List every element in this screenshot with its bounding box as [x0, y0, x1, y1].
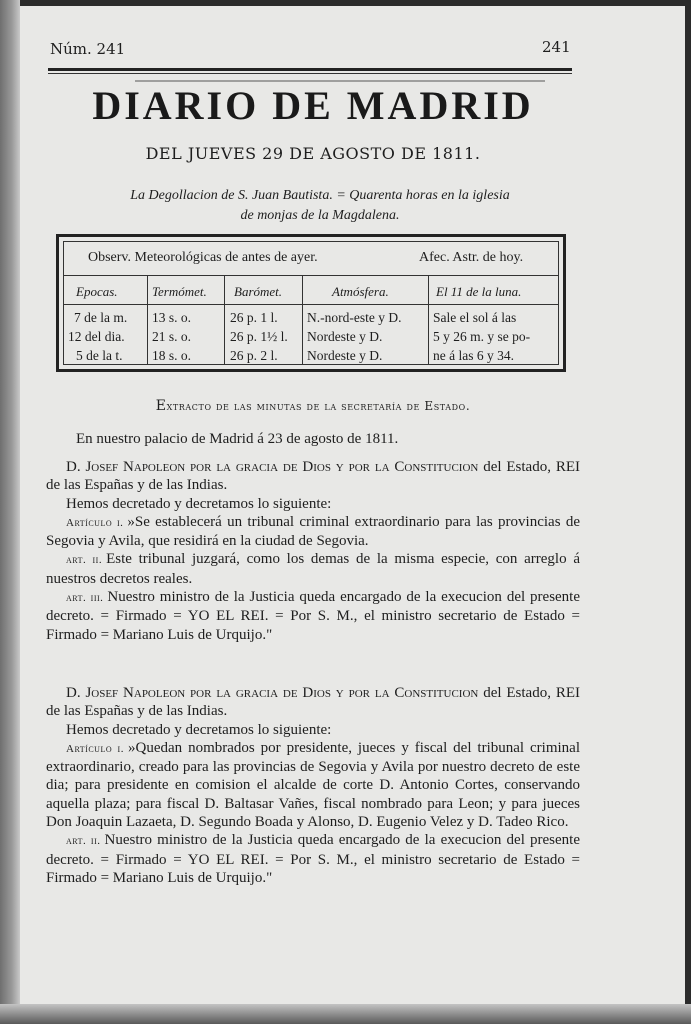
place-date: En nuestro palacio de Madrid á 23 de agosto de 1811.	[76, 431, 399, 447]
col-line-3	[302, 275, 303, 364]
astro-title: Afec. Astr. de hoy.	[419, 250, 524, 265]
decree-2-intro	[46, 684, 580, 721]
saint-of-day	[60, 186, 580, 226]
weather-table-inner	[63, 241, 559, 365]
decree-1-art2-text: Este tribunal juzgará, como los demas de la misma especie, con arreglo á nuestros decretos reales.	[46, 551, 580, 587]
row1-baro: 26 p. 1 l.	[230, 310, 278, 325]
row1-epoca: 7 de la m.	[74, 310, 128, 325]
column-divider	[64, 304, 558, 305]
row3-epoca: 5 de la t.	[76, 348, 123, 363]
decree-1-art1-text: »Se establecerá un tribunal criminal extraordinario para las provincias de Segovia y Avila, que residirá en la ciudad de Segovia.	[46, 513, 580, 550]
row1-astro: Sale el sol á las	[433, 310, 517, 325]
decree-1-art1	[46, 513, 580, 551]
top-rule	[48, 68, 572, 71]
col-header-luna: El 11 de la luna.	[436, 284, 522, 299]
decree-1-art2-label: art. ii.	[66, 554, 103, 567]
row3-astro: ne á las 6 y 34.	[433, 348, 514, 363]
row2-atmos: Nordeste y D.	[307, 329, 383, 344]
section-title: Extracto de las minutas de la secretaría de Estado.	[155, 398, 471, 414]
decree-1-art3-label: art. iii.	[66, 592, 104, 605]
decree-1-intro-sc: D. Josef Napoleon por la gracia de Dios y por la Constitucion	[66, 459, 479, 475]
weather-title: Observ. Meteorológicas de antes de ayer.	[88, 250, 318, 265]
issue-number: Núm. 241	[50, 40, 126, 58]
row1-atmos: N.-nord-este y D.	[307, 310, 402, 325]
decree-2-intro-sc: D. Josef Napoleon por la gracia de Dios y por la Constitucion	[66, 685, 479, 701]
decree-2-art1	[46, 739, 580, 831]
row2-epoca: 12 del dia.	[68, 329, 125, 344]
decree-2-art2-label: art. ii.	[66, 835, 101, 848]
decree-1	[46, 458, 580, 644]
col-header-barometro: Barómet.	[234, 284, 283, 299]
page-number: 241	[542, 38, 571, 56]
col-header-epocas: Epocas.	[76, 284, 118, 299]
decree-2-art1-text: »Quedan nombrados por presidente, jueces y fiscal del tribunal criminal extraordinario, creado para las provincias de Segovia y Avila por nuestro decreto de este dia; para presidente en comision el alcalde de corte D. Antonio Cortes, conservando aquella plaza; para fiscal D. Baltasar Vañes, fiscal nombrado para Leon; y para jueces Don Joaquin Lazaeta, D. Segundo Boada y Alonso, D. Eugenio Velez y D. Tadeo Rico.	[46, 739, 580, 831]
decree-1-intro-rest: del Estado, REI de las Españas y de las Indias.	[46, 459, 580, 494]
decree-2-intro-rest: del Estado, REI de las Españas y de las Indias.	[46, 685, 580, 720]
decree-2	[46, 684, 580, 887]
row2-astro: 5 y 26 m. y se po-	[433, 329, 531, 344]
decree-2-decree-line: Hemos decretado y decretamos lo siguiente:	[66, 721, 332, 738]
weather-table	[56, 234, 566, 372]
scan-bottom-edge	[0, 1004, 691, 1024]
decree-1-art3-text: Nuestro ministro de la Justicia queda encargado de la execucion del presente decreto. = Firmado = YO EL REI. = Por S. M., el ministro secretario de Estado = Firmado = Mariano Luis de Urquijo."	[46, 589, 581, 643]
scan-left-edge	[0, 0, 20, 1024]
col-line-4	[428, 275, 429, 364]
row3-baro: 26 p. 2 l.	[230, 348, 278, 363]
row3-atmos: Nordeste y D.	[307, 348, 383, 363]
col-header-atmosfera: Atmósfera.	[332, 284, 389, 299]
saint-line-1: La Degollacion de S. Juan Bautista. = Quarenta horas en la iglesia	[130, 188, 510, 203]
decree-1-art1-label: Artículo i.	[66, 516, 124, 529]
header-divider	[64, 275, 558, 276]
decree-2-art1-label: Artículo i.	[66, 742, 124, 755]
decree-2-art2	[46, 831, 580, 887]
row3-termo: 18 s. o.	[152, 348, 192, 363]
dateline: DEL JUEVES 29 DE AGOSTO DE 1811.	[145, 144, 481, 163]
col-header-termometro: Termómet.	[152, 284, 207, 299]
decree-1-art2	[46, 550, 580, 588]
decree-1-decree-line: Hemos decretado y decretamos lo siguiente:	[66, 495, 332, 512]
row2-termo: 21 s. o.	[152, 329, 192, 344]
col-line-2	[224, 275, 225, 364]
row1-termo: 13 s. o.	[152, 310, 192, 325]
decree-2-art2-text: Nuestro ministro de la Justicia queda encargado de la execucion del presente decreto. = Firmado = YO EL REI. = Por S. M., el ministro secretario de Estado = Firmado = Mariano Luis de Urquijo."	[46, 832, 580, 886]
decree-1-art3	[46, 588, 580, 644]
top-rule-thin	[48, 73, 572, 74]
row2-baro: 26 p. 1½ l.	[230, 329, 288, 344]
col-line-1	[147, 275, 148, 364]
saint-line-2: de monjas de la Magdalena.	[240, 208, 400, 223]
masthead-title: DIARIO DE MADRID	[92, 83, 534, 128]
newspaper-page	[20, 6, 685, 1004]
decree-1-intro	[46, 458, 580, 495]
